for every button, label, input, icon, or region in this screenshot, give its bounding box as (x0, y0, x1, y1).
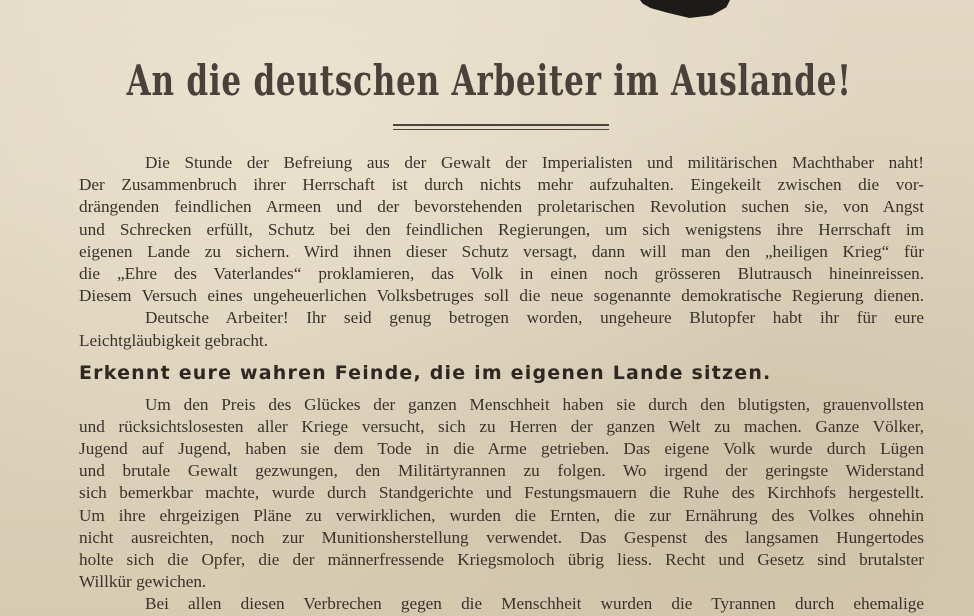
paragraph-3-line-8: holte sich die Opfer, die der männerfressende Kriegsmoloch übrig liess. Recht und Gesetz sind brutalster (79, 550, 924, 569)
title-divider-thin (393, 129, 609, 130)
paragraph-3-line-2: und rücksichtslosesten aller Kriege versucht, sich zu Herren der ganzen Welt zu machen. Ganze Völker, (79, 416, 924, 436)
title-divider-thick (393, 124, 609, 126)
paragraph-3-line-1: Um den Preis des Glückes der ganzen Menschheit haben sie durch den blutigsten, grauenvollsten (145, 394, 924, 414)
paragraph-1-line-4: und Schrecken erfüllt, Schutz bei den feindlichen Regierungen, um sich wenigstens ihre Herrschaft im (79, 219, 924, 239)
paragraph-1-line-2: Der Zusammenbruch ihrer Herrschaft ist durch nichts mehr aufzuhalten. Eingekeilt zwischen die vor- (79, 175, 924, 195)
paragraph-1-line-6: die „Ehre des Vaterlandes“ proklamieren, das Volk in einen noch grösseren Blutrausch hineinreissen. (79, 263, 924, 283)
paragraph-3-line-3: Jugend auf Jugend, haben sie dem Tode in die Arme getrieben. Das eigene Volk wurde durch Lügen (79, 439, 924, 459)
paragraph-1-line-5: eigenen Lande zu sichern. Wird ihnen dieser Schutz versagt, dann will man den „heiligen Krieg“ für (79, 241, 924, 261)
paragraph-2-line-2: Leichtgläubigkeit gebracht. (79, 330, 268, 350)
section-heading: Erkennt eure wahren Feinde, die im eigenen Lande sitzen. (79, 361, 772, 384)
paragraph-2-line-1: Deutsche Arbeiter! Ihr seid genug betrogen worden, ungeheure Blutopfer habt ihr für eure (145, 308, 924, 328)
paragraph-1-line-1: Die Stunde der Befreiung aus der Gewalt der Imperialisten und militärischen Machthaber naht! (145, 153, 924, 172)
paragraph-1-line-7: Diesem Versuch eines ungeheuerlichen Volksbetruges soll die neue sogenannte demokratische Regierung dienen. (79, 286, 924, 306)
paragraph-3-line-5: sich bemerkbar machte, wurde durch Standgerichte und Festungsmauern die Ruhe des Kirchhofs hergestellt. (79, 483, 924, 503)
paragraph-4-line-1: Bei allen diesen Verbrechen gegen die Menschheit wurden die Tyrannen durch ehemalige (145, 594, 924, 614)
paragraph-3-line-7: nicht ausreichten, noch zur Munitionsherstellung verwendet. Das Gespenst des langsamen Hungertodes (79, 527, 924, 547)
torn-paper-edge (640, 0, 730, 18)
paragraph-3-line-6: Um ihre ehrgeizigen Pläne zu verwirklichen, wurden die Ernten, die zur Ernährung des Volkes ohnehin (79, 505, 924, 525)
paragraph-1-line-3: drängenden feindlichen Armeen und der bevorstehenden proletarischen Revolution suchen sie, von Angst (79, 197, 924, 217)
page-title: An die deutschen Arbeiter im Auslande! (126, 56, 852, 105)
document-body (79, 152, 924, 616)
paragraph-3-line-9: Willkür gewichen. (79, 572, 207, 592)
paragraph-3-line-4: und brutale Gewalt gezwungen, den Militärtyrannen zu folgen. Wo irgend der geringste Widerstand (79, 461, 924, 481)
